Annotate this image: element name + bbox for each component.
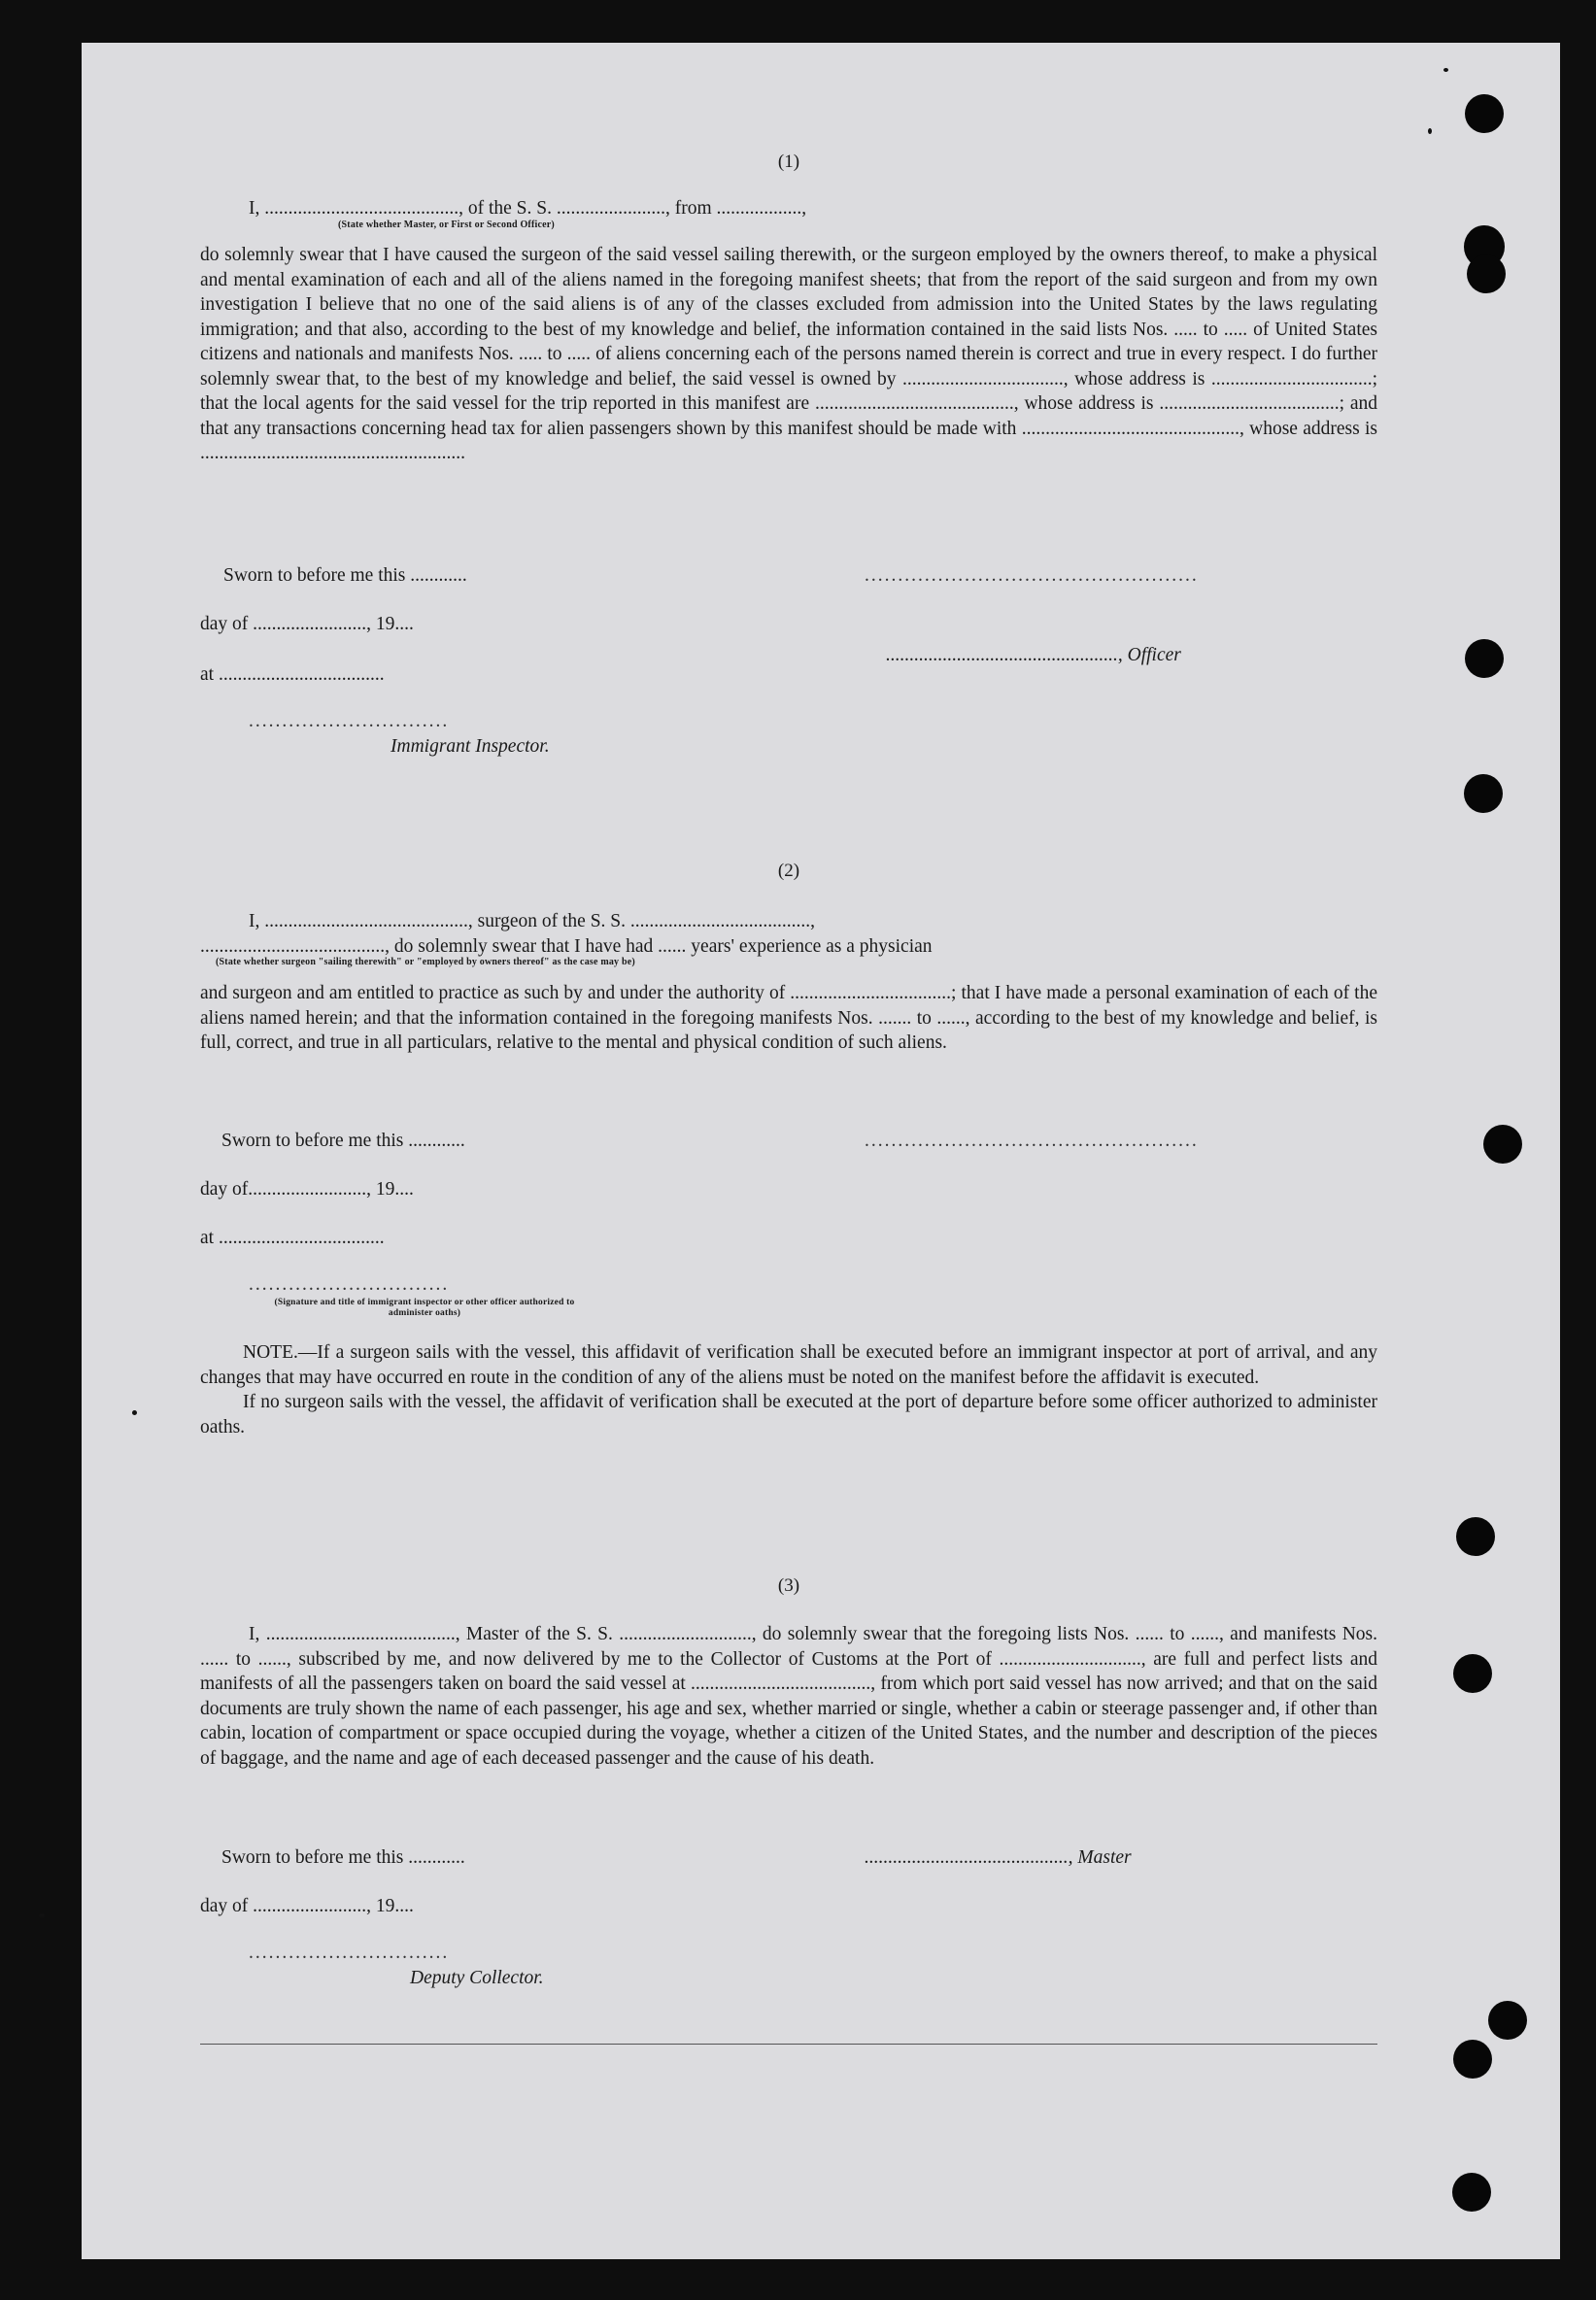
- binder-hole: [1464, 774, 1503, 813]
- section-number: (2): [777, 861, 800, 881]
- ink-speck: [1443, 68, 1448, 72]
- inspector-signature-line: ..............................: [249, 1274, 450, 1295]
- bottom-rule: [200, 2044, 1377, 2045]
- collector-signature-line: ..............................: [249, 1943, 450, 1963]
- signature-line: ..................................................: [865, 565, 1199, 586]
- surgeon-caption: (State whether surgeon "sailing therewith" or "employed by owners thereof" as the case may be): [216, 957, 635, 967]
- surgeon-line-2: ......................................., do solemnly swear that I have had ...... years' experience as a physician: [200, 936, 933, 957]
- note-paragraph: If no surgeon sails with the vessel, the affidavit of verification shall be executed at the port of departure before some officer authorized to administer oaths.: [200, 1392, 1377, 1438]
- section-number: (3): [777, 1575, 800, 1596]
- sworn-line: Sworn to before me this ............: [221, 1131, 465, 1151]
- note: [200, 1340, 1377, 1439]
- affidavit-body: and surgeon and am entitled to practice as such by and under the authority of ..................................; that I have made a personal examination of each of the aliens named herein; and that the information contained in the foregoing manifests Nos. ....... to ......, according to the best of my knowledge and belief, is full, correct, and true in all particulars, relative to the mental and physical condition of such aliens.: [200, 983, 1377, 1053]
- binder-hole: [1452, 2173, 1491, 2212]
- day-line: day of........................., 19....: [200, 1179, 414, 1200]
- at-line: at ...................................: [200, 1228, 385, 1248]
- at-line: at ...................................: [200, 664, 385, 685]
- signature-line: ..................................................: [865, 1131, 1199, 1151]
- sworn-line: Sworn to before me this ............: [223, 565, 467, 586]
- inspector-caption: (Signature and title of immigrant inspector or other officer authorized to administer oaths): [274, 1298, 575, 1318]
- master-signature-line: ..........................................., Master: [865, 1847, 1132, 1868]
- note-paragraph: NOTE.—If a surgeon sails with the vessel, this affidavit of verification shall be executed before an immigrant inspector at port of arrival, and any changes that may have occurred en route in the condition of any of the aliens must be noted on the manifest before the affidavit is executed.: [200, 1342, 1377, 1388]
- section-number: (1): [777, 152, 800, 172]
- officer-signature-line: ................................................., Officer: [886, 645, 1181, 665]
- surgeon-line-1: I, ..........................................., surgeon of the S. S. ......................................,: [249, 911, 816, 931]
- binder-hole: [1467, 254, 1506, 293]
- binder-hole: [1453, 2040, 1492, 2079]
- header-line: [249, 196, 1377, 221]
- binder-hole: [1483, 1125, 1522, 1164]
- binder-hole: [1465, 639, 1504, 678]
- binder-hole: [1488, 2001, 1527, 2040]
- day-line: day of ........................, 19....: [200, 1896, 414, 1916]
- inspector-signature-line: ..............................: [249, 711, 450, 731]
- ink-speck: [1428, 128, 1432, 134]
- inspector-title: Immigrant Inspector.: [391, 736, 550, 757]
- sworn-line: Sworn to before me this ............: [221, 1847, 465, 1868]
- ink-speck: [132, 1410, 137, 1415]
- officer-caption: (State whether Master, or First or Second Officer): [338, 220, 555, 230]
- day-line: day of ........................, 19....: [200, 614, 414, 634]
- binder-hole: [1465, 94, 1504, 133]
- collector-title: Deputy Collector.: [410, 1968, 544, 1988]
- affidavit-body: I, ........................................, Master of the S. S. ............................, do solemnly swear that the foregoing lists Nos. ...... to ......, and manifests Nos. ...... to ......, subscribed by me, and now delivered by me to the Collector of Customs at the Port of .............................., are full and perfect lists and manifests of all the passengers taken on board the said vessel at ......................................, from which port said vessel has now arrived; and that on the said documents are truly shown the name of each passenger, his age and sex, whether married or single, whether a cabin or steerage passenger and, if other than cabin, location of compartment or space occupied during the voyage, whether a citizen of the United States, and the number and description of the pieces of baggage, and the name and age of each deceased passenger and the cause of his death.: [200, 1624, 1377, 1769]
- affidavit-body: do solemnly swear that I have caused the surgeon of the said vessel sailing therewith, or the surgeon employed by the owners thereof, to make a physical and mental examination of each and all of the aliens named in the foregoing manifest sheets; that from the report of the said surgeon and from my own investigation I believe that no one of the said aliens is of any of the classes excluded from admission into the United States by the laws regulating immigration; and that also, according to the best of my knowledge and belief, the information contained in the said lists Nos. ..... to ..... of United States citizens and nationals and manifests Nos. ..... to ..... of aliens concerning each of the persons named therein is correct and true in every respect. I do further solemnly swear that, to the best of my knowledge and belief, the said vessel is owned by .................................., whose address is ..................................; that the local agents for the said vessel for the trip reported in this manifest are .........................................., whose address is ......................................; and that any transactions concerning head tax for alien passengers shown by this manifest should be made with .............................................., whose address is ........................................................: [200, 245, 1377, 463]
- binder-hole: [1456, 1517, 1495, 1556]
- header-text: I, ........................................., of the S. S. ......................., from ..................,: [249, 198, 807, 219]
- ink-speck: [39, 1913, 45, 1917]
- binder-hole: [1453, 1654, 1492, 1693]
